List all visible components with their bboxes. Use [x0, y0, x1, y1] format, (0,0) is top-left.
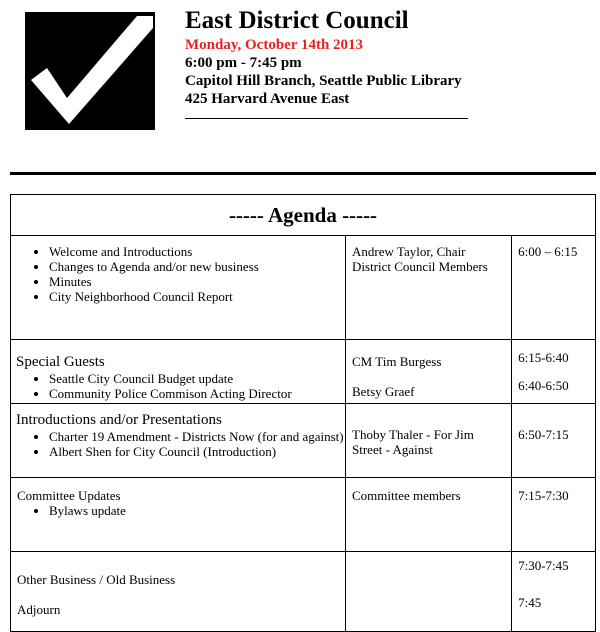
agenda-list	[11, 503, 345, 518]
section-divider	[10, 172, 596, 175]
time-cell	[512, 236, 596, 340]
time-cell	[512, 404, 596, 478]
meeting-location: Capitol Hill Branch, Seattle Public Library	[185, 73, 462, 89]
checkmark-logo	[25, 12, 155, 130]
presenter-text: Andrew Taylor, Chair District Council Members	[352, 244, 488, 274]
table-row	[11, 340, 596, 404]
list-item: • Albert Shen for City Council (Introduction)	[49, 444, 345, 459]
presenter-cell	[346, 236, 512, 340]
time-text: 6:15-6:40	[518, 350, 569, 365]
checkmark-icon	[25, 12, 155, 130]
presenter-text: Committee members	[352, 488, 461, 503]
time-cell	[512, 478, 596, 552]
meeting-address: 425 Harvard Avenue East	[185, 91, 350, 107]
list-item: • Changes to Agenda and/or new business	[49, 259, 345, 274]
time-text: 7:30-7:45	[518, 558, 569, 573]
table-row	[11, 236, 596, 340]
table-row	[11, 404, 596, 478]
meeting-date: Monday, October 14th 2013	[185, 37, 364, 53]
list-item: • Minutes	[49, 274, 345, 289]
presenter-cell	[346, 340, 512, 404]
presenter-cell	[346, 404, 512, 478]
section-title: Introductions and/or Presentations	[16, 412, 222, 428]
list-item: • Bylaws update	[49, 503, 345, 518]
list-item: • Community Police Commison Acting Director	[49, 386, 345, 401]
agenda-table	[10, 194, 596, 632]
agenda-items-cell	[11, 340, 346, 404]
list-item: • Charter 19 Amendment - Districts Now (for and against)	[49, 429, 345, 444]
agenda-heading: ----- Agenda -----	[11, 195, 596, 236]
time-text: 6:50-7:15	[518, 427, 569, 442]
time-text: 6:40-6:50	[518, 378, 569, 393]
section-title: Special Guests	[16, 354, 105, 370]
agenda-list	[11, 429, 345, 459]
agenda-items-cell	[11, 236, 346, 340]
section-title: Committee Updates	[17, 488, 121, 503]
header-underline	[185, 118, 468, 119]
list-item: • Welcome and Introductions	[49, 244, 345, 259]
council-title: East District Council	[185, 7, 409, 34]
agenda-items-cell	[11, 404, 346, 478]
presenter-text: Betsy Graef	[352, 384, 415, 399]
meeting-header	[185, 6, 468, 119]
presenter-text: CM Tim Burgess	[352, 354, 442, 369]
agenda-list	[11, 371, 345, 401]
list-item: • Seattle City Council Budget update	[49, 371, 345, 386]
agenda-items-cell	[11, 478, 346, 552]
table-row	[11, 478, 596, 552]
time-text: 7:45	[518, 595, 542, 610]
agenda-list	[11, 244, 345, 304]
time-text: 7:15-7:30	[518, 488, 569, 503]
agenda-heading-row	[11, 195, 596, 236]
other-business-label: Other Business / Old Business	[17, 572, 176, 587]
time-text: 6:00 – 6:15	[518, 244, 578, 259]
presenter-cell	[346, 478, 512, 552]
meeting-time: 6:00 pm - 7:45 pm	[185, 55, 302, 71]
adjourn-label: Adjourn	[17, 602, 61, 617]
list-item: • City Neighborhood Council Report	[49, 289, 345, 304]
presenter-text: Thoby Thaler - For Jim Street - Against	[352, 427, 474, 457]
time-cell	[512, 340, 596, 404]
